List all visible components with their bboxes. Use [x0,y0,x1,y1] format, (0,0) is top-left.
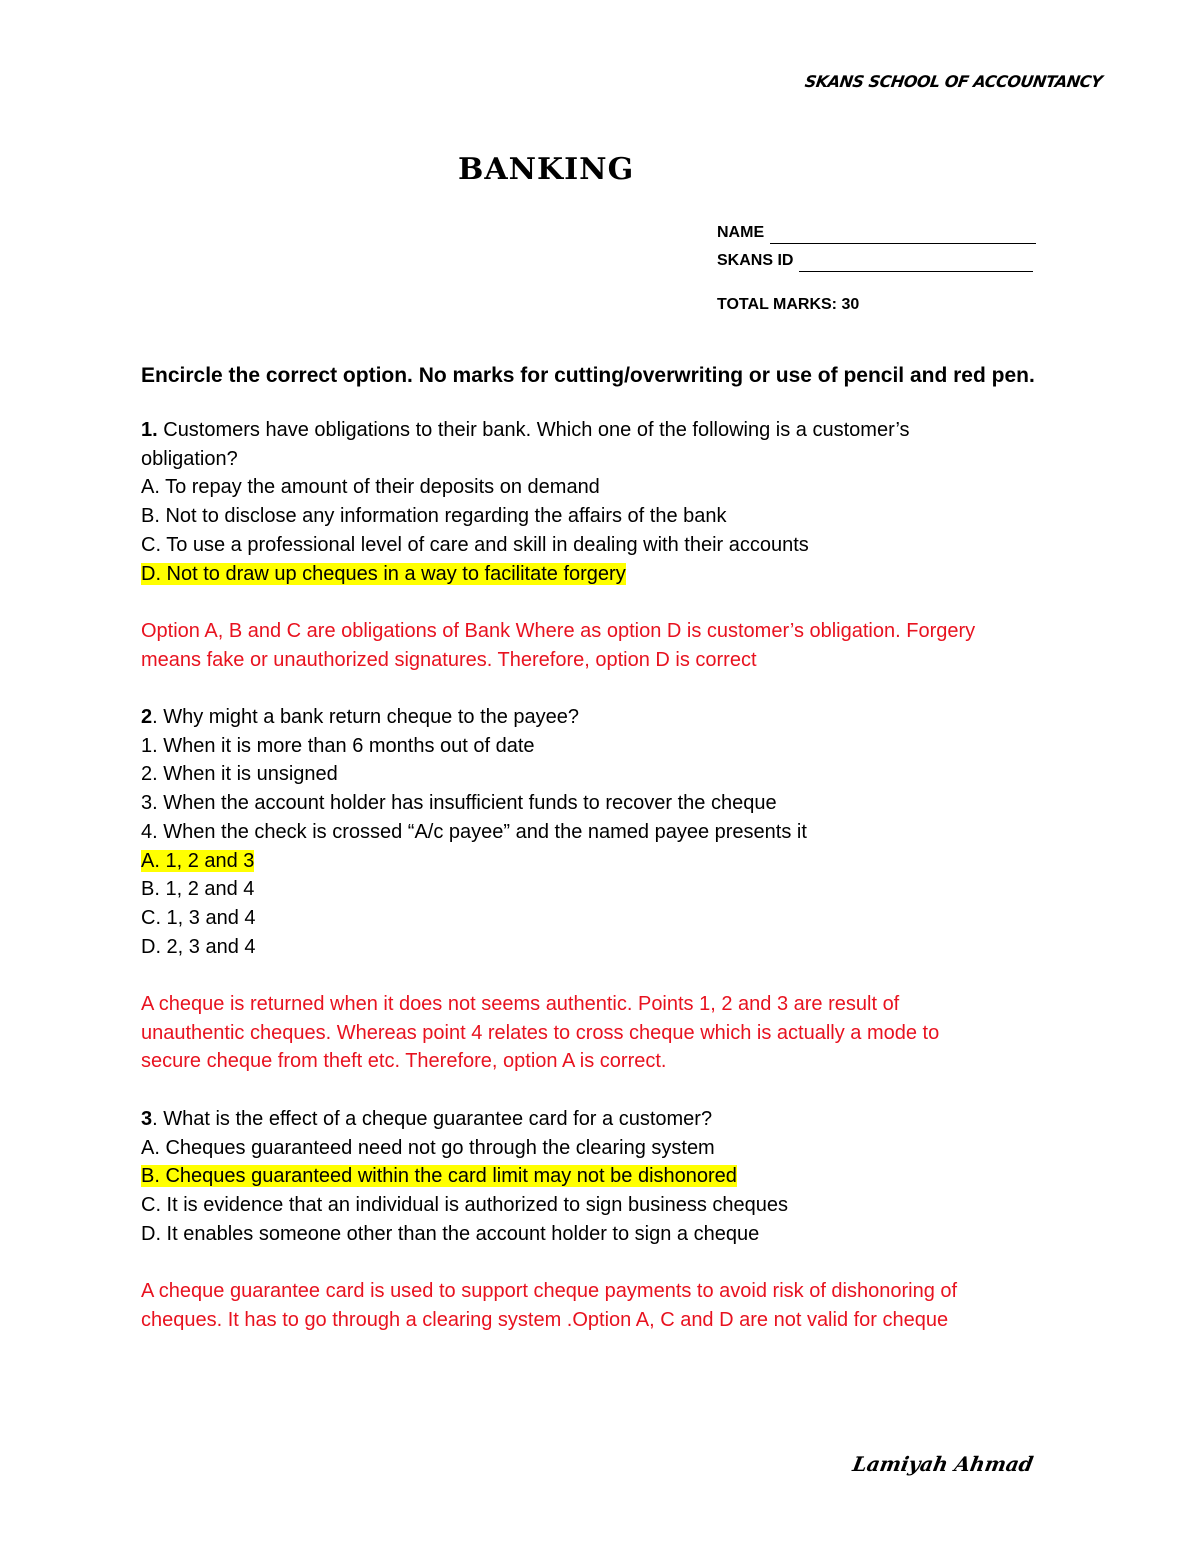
explanation-line: Option A, B and C are obligations of Bank Where as option D is customer’s obligation. Forgery [141,619,976,642]
option-a: A. To repay the amount of their deposits on demand [141,476,600,499]
question-stem [141,1105,1041,1134]
question-stem [141,416,1041,445]
option-c: C. 1, 3 and 4 [141,906,256,929]
question-number: 2 [141,706,153,728]
option-c: C. To use a professional level of care and skill in dealing with their accounts [141,533,809,556]
question-number: 1. [141,419,158,441]
explanation-line: A cheque is returned when it does not seems authentic. Points 1, 2 and 3 are result of [141,993,900,1016]
option-d-correct [141,560,1041,589]
explanation-line: means fake or unauthorized signatures. Therefore, option D is correct [141,648,757,671]
question-2-explanation [141,990,1041,1076]
option-a: A. Cheques guaranteed need not go through the clearing system [141,1136,715,1159]
skans-id-blank-line [799,255,1033,272]
question-1 [141,416,1041,588]
question-stem-text: . What is the effect of a cheque guarantee card for a customer? [152,1107,713,1130]
explanation-line: secure cheque from theft etc. Therefore, option A is correct. [141,1050,667,1073]
explanation-line: cheques. It has to go through a clearing system .Option A, C and D are not valid for cheque [141,1308,949,1331]
exam-instructions: Encircle the correct option. No marks for cutting/overwriting or use of pencil and red pen. [141,364,1035,387]
question-stem-text: . Why might a bank return cheque to the payee? [152,706,580,728]
option-b: B. 1, 2 and 4 [141,878,255,901]
name-label: NAME [717,224,765,241]
school-name-header: SKANS SCHOOL OF ACCOUNTANCY [803,72,1104,91]
question-2 [141,703,1041,961]
highlighted-answer: D. Not to draw up cheques in a way to facilitate forgery [141,562,626,585]
total-marks-label: TOTAL MARKS: 30 [717,296,860,313]
explanation-line: A cheque guarantee card is used to support cheque payments to avoid risk of dishonoring of [141,1280,958,1303]
option-c: C. It is evidence that an individual is authorized to sign business cheques [141,1193,789,1216]
skans-id-label: SKANS ID [717,252,794,269]
question-number: 3 [141,1107,153,1130]
student-info-block [717,216,1036,316]
name-field-line [717,216,1036,244]
option-d: D. It enables someone other than the account holder to sign a cheque [141,1222,760,1245]
explanation-line: unauthentic cheques. Whereas point 4 relates to cross cheque which is actually a mode to [141,1021,940,1044]
question-3 [141,1105,1041,1249]
question-stem-text: Customers have obligations to their bank. Which one of the following is a customer’s [157,419,910,441]
option-b-correct [141,1162,1041,1191]
statement-4: 4. When the check is crossed “A/c payee” and the named payee presents it [141,820,807,843]
statement-2: 2. When it is unsigned [141,763,338,786]
option-d: D. 2, 3 and 4 [141,935,256,958]
skans-id-field-line [717,244,1036,272]
exam-content [141,360,1041,1363]
name-blank-line [770,227,1036,244]
document-title: BANKING [458,152,635,187]
question-1-explanation [141,617,1041,674]
highlighted-answer: A. 1, 2 and 3 [141,849,255,872]
option-a-correct [141,847,1041,876]
statement-3: 3. When the account holder has insufficient funds to recover the cheque [141,792,777,815]
highlighted-answer: B. Cheques guaranteed within the card limit may not be dishonored [141,1165,737,1188]
option-b: B. Not to disclose any information regarding the affairs of the bank [141,505,727,528]
total-marks [717,288,1036,316]
question-stem [141,703,1041,732]
question-stem-continued: obligation? [141,447,238,470]
author-signature: Lamiyah Ahmad [850,1452,1036,1476]
question-3-explanation [141,1277,1041,1334]
statement-1: 1. When it is more than 6 months out of date [141,734,535,757]
